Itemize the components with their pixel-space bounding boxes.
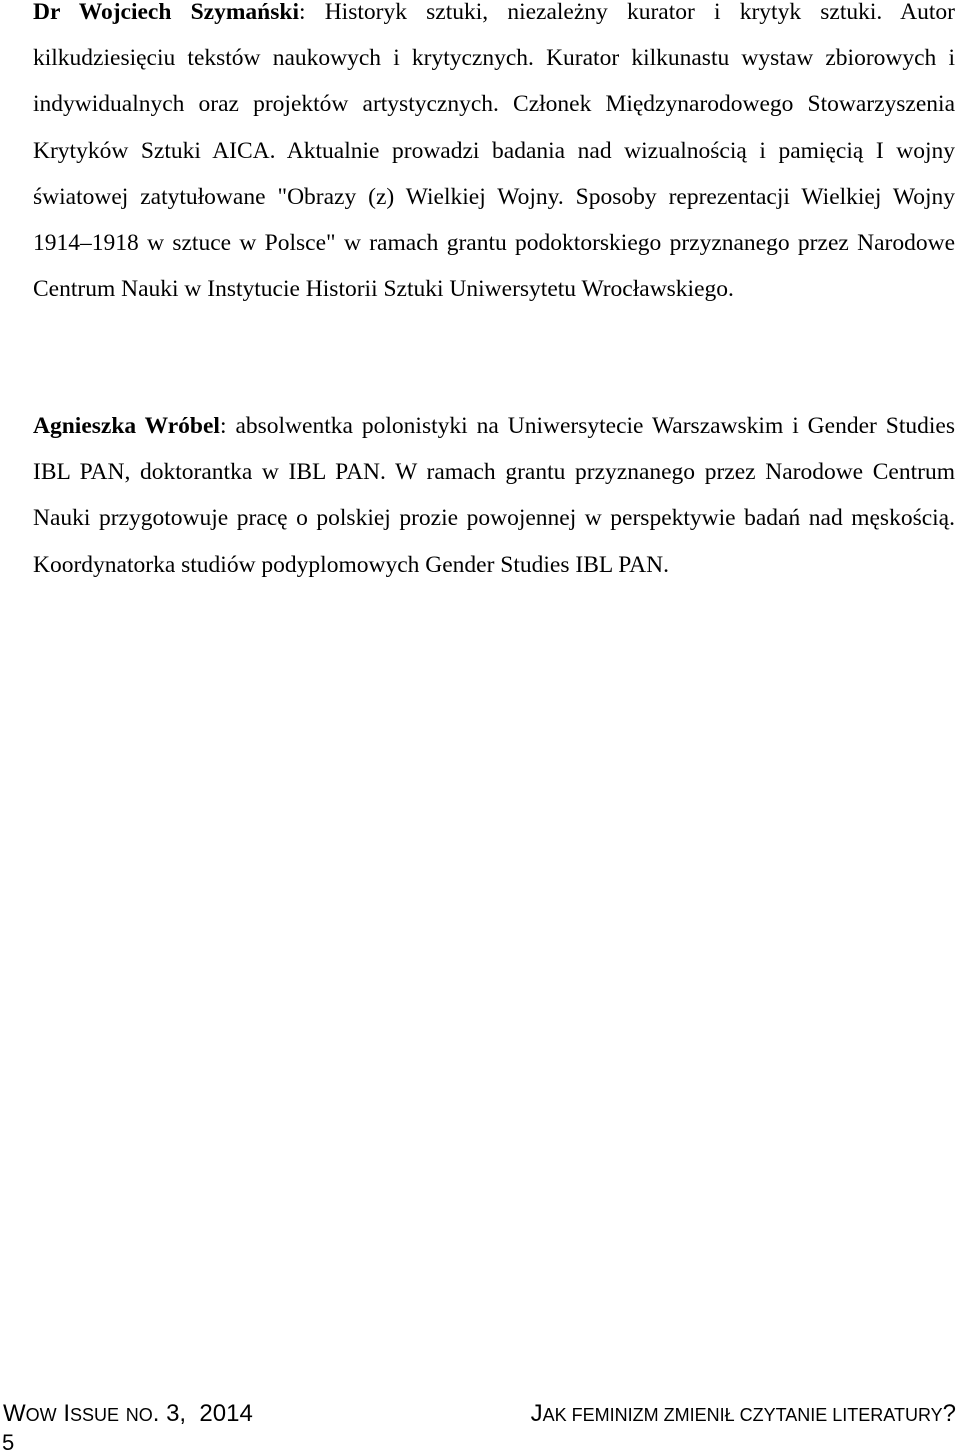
journal-issue-label: WOW ISSUE NO. 3, 2014	[3, 1400, 253, 1427]
bio-paragraph-wrobel	[33, 403, 955, 588]
bio-text: : Historyk sztuki, niezależny kurator i krytyk sztuki. Autor kilkudziesięciu tekstów naukowych i krytycznych. Kurator kilkunastu wystaw zbiorowych i indywidualnych oraz projektów artystycznych. Członek Międzynarodowego Stowarzyszenia Krytyków Sztuki AICA. Aktualnie prowadzi badania nad wizualnością i pamięcią I wojny światowej zatytułowane "Obrazy (z) Wielkiej Wojny. Sposoby reprezentacji Wielkiej Wojny 1914–1918 w sztuce w Polsce" w ramach grantu podoktorskiego przyznanego przez Narodowe Centrum Nauki w Instytucie Historii Sztuki Uniwersytetu Wrocławskiego.	[33, 0, 955, 303]
page-footer	[0, 1399, 960, 1439]
bio-text: : absolwentka polonistyki na Uniwersytecie Warszawskim i Gender Studies IBL PAN, doktorantka w IBL PAN. W ramach grantu przyznanego przez Narodowe Centrum Nauki przygotowuje pracę o polskiej prozie powojennej w perspektywie badań nad męskością. Koordynatorka studiów podyplomowych Gender Studies IBL PAN.	[33, 413, 955, 578]
bio-paragraph-szymanski	[33, 0, 955, 312]
bio-name: Agnieszka Wróbel	[33, 413, 220, 439]
page-number: 5	[2, 1430, 15, 1455]
issue-title-label: JAK FEMINIZM ZMIENIŁ CZYTANIE LITERATURY?	[530, 1400, 956, 1427]
bio-name: Dr Wojciech Szymański	[33, 0, 299, 25]
issue-number: 3,	[166, 1400, 187, 1427]
issue-year: 2014	[199, 1400, 253, 1427]
